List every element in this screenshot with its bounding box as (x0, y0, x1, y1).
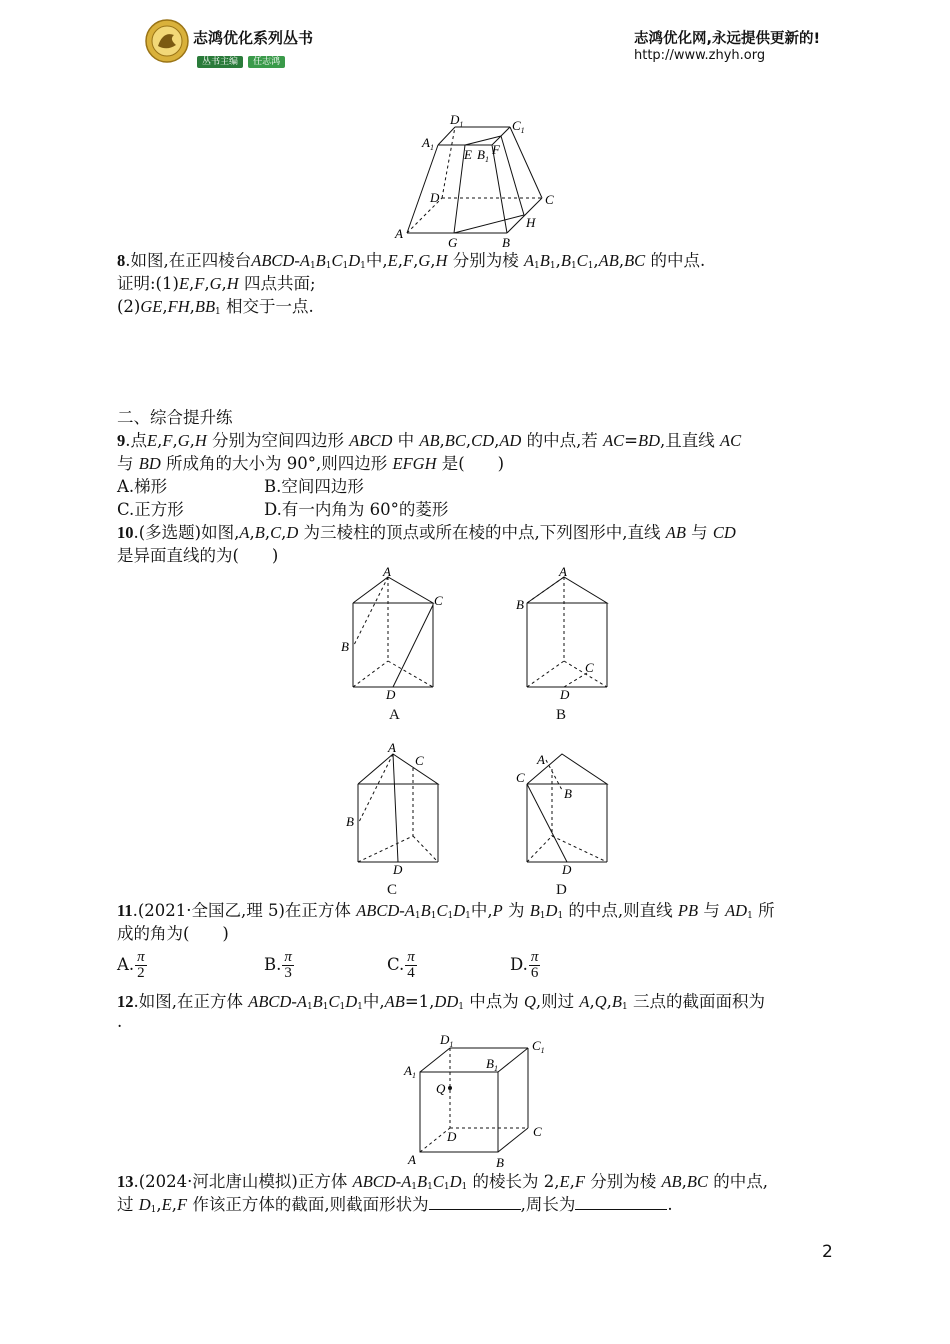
svg-text:Q: Q (436, 1081, 446, 1096)
label-b1: $B_1$ (477, 147, 489, 164)
svg-text:B: B (564, 786, 572, 801)
caption-c: C (387, 882, 398, 898)
svg-text:D1: $D_1$ (440, 1032, 454, 1049)
svg-text:C: C (434, 593, 443, 608)
svg-text:B1: $B_1$ (486, 1056, 498, 1073)
prism-figure-a (338, 565, 448, 705)
svg-text:A: A (537, 752, 545, 767)
editor-label: 丛书主编 (197, 56, 243, 68)
cube-figure (400, 1030, 560, 1172)
frustum-figure (392, 110, 562, 252)
q11-option-b[interactable]: B. $\frac{\pi}{3}$ (264, 949, 292, 981)
q8-line1: 8.如图,在正四棱台ABCD-$A_1B_1C_1D_1$中,E,F,G,H 分别为棱 $A_1B_1,B_1C_1,AB,BC$ 的中点. (117, 251, 706, 271)
q12-line2: . (117, 1012, 123, 1031)
q8-line2: 证明:(1)E,F,G,H 四点共面; (117, 274, 316, 293)
svg-text:D: D (393, 862, 403, 877)
edge-bc (507, 198, 542, 233)
label-f: F (492, 142, 500, 157)
svg-text:C1: $C_1$ (532, 1038, 545, 1055)
svg-text:D: D (447, 1129, 457, 1144)
editor-line (197, 49, 285, 68)
q9-option-b[interactable]: B.空间四边形 (264, 477, 364, 496)
prism-figure-d (512, 740, 622, 880)
label-c1: $C_1$ (512, 118, 525, 135)
q10-line1: 10.(多选题)如图,A,B,C,D 为三棱柱的顶点或所在棱的中点,下列图形中,直线 AB 与 CD (117, 523, 736, 542)
svg-text:B: B (341, 639, 349, 654)
q13-line1: 13.(2024·河北唐山模拟)正方体 ABCD-$A_1B_1C_1D_1$ 的棱长为 2,E,F 分别为棱 AB,BC 的中点, (117, 1172, 768, 1192)
label-e: E (464, 147, 472, 162)
caption-a: A (389, 707, 400, 723)
q11-line2: 成的角为( ) (117, 924, 229, 943)
svg-text:B: B (496, 1155, 504, 1170)
label-d: D (430, 190, 440, 205)
label-d1: $D_1$ (450, 112, 464, 129)
segment-gh (454, 215, 524, 233)
site-url[interactable]: http://www.zhyh.org (634, 48, 766, 63)
answer-blank-shape[interactable] (429, 1195, 521, 1210)
svg-text:A1: $A_1$ (404, 1063, 416, 1080)
hidden-edge-dd1 (442, 127, 455, 198)
svg-text:A: A (559, 565, 567, 579)
q10-line2: 是异面直线的为( ) (117, 546, 279, 565)
edge-aa1 (407, 145, 438, 233)
prism-figure-b (512, 565, 622, 705)
svg-text:D: D (562, 862, 572, 877)
caption-d: D (556, 882, 567, 898)
segment-fh (501, 136, 524, 215)
label-h: H (526, 215, 536, 230)
svg-text:C: C (585, 660, 594, 675)
svg-text:C: C (533, 1124, 542, 1139)
label-c: C (545, 192, 554, 207)
svg-text:D: D (560, 687, 570, 702)
q8-line3: $(2)GE,FH,BB_1$ 相交于一点. (117, 297, 314, 317)
svg-text:C: C (415, 753, 424, 768)
logo-seal-icon (145, 19, 189, 63)
q11-option-d[interactable]: D. $\frac{\pi}{6}$ (510, 949, 539, 981)
svg-text:A: A (408, 1152, 416, 1167)
svg-text:C: C (516, 770, 525, 785)
q11-line1: 11.(2021·全国乙,理 5)在正方体 ABCD-$A_1B_1C_1D_1$中,P 为 $B_1D_1$ 的中点,则直线 PB 与 $AD_1$ 所 (117, 901, 775, 921)
q9-line1: 9.点E,F,G,H 分别为空间四边形 ABCD 中 AB,BC,CD,AD 的中点,若 AC=BD,且直线 AC (117, 431, 742, 450)
page-number: 2 (822, 1242, 833, 1262)
q9-option-c[interactable]: C.正方形 (117, 500, 184, 519)
section-title: 二、综合提升练 (117, 408, 233, 427)
q11-option-a[interactable]: A. $\frac{\pi}{2}$ (117, 949, 145, 981)
series-title: 志鸿优化系列丛书 (193, 29, 314, 47)
q13-line2: 过 $D_1,E,F$ 作该正方体的截面,则截面形状为 ,周长为 . (117, 1195, 673, 1215)
svg-text:A: A (388, 740, 396, 755)
label-b: B (502, 235, 510, 250)
q9-option-d[interactable]: D.有一内角为 60°的菱形 (264, 500, 449, 519)
svg-text:D: D (386, 687, 396, 702)
label-a: A (395, 226, 403, 241)
label-g: G (448, 235, 458, 250)
edge-cc1 (510, 127, 542, 198)
slogan: 志鸿优化网,永远提供更新的! (634, 31, 821, 47)
answer-blank-perimeter[interactable] (575, 1195, 667, 1210)
svg-text:B: B (516, 597, 524, 612)
point-q (448, 1086, 452, 1090)
caption-b: B (556, 707, 567, 723)
q11-option-c[interactable]: C. $\frac{\pi}{4}$ (387, 949, 415, 981)
q12-line1: 12.如图,在正方体 ABCD-$A_1B_1C_1D_1$中$,AB=1,DD_1$ 中点为 Q,则过 $A,Q,B_1$ 三点的截面面积为 (117, 992, 765, 1012)
q9-line2: 与 BD 所成角的大小为 90°,则四边形 EFGH 是( ) (117, 454, 505, 473)
label-a1: $A_1$ (422, 135, 434, 152)
editor-name: 任志鸿 (248, 56, 285, 68)
prism-figure-c (343, 740, 453, 880)
svg-text:A: A (383, 565, 391, 579)
header (0, 0, 950, 80)
svg-text:B: B (346, 814, 354, 829)
q9-option-a[interactable]: A.梯形 (117, 477, 168, 496)
